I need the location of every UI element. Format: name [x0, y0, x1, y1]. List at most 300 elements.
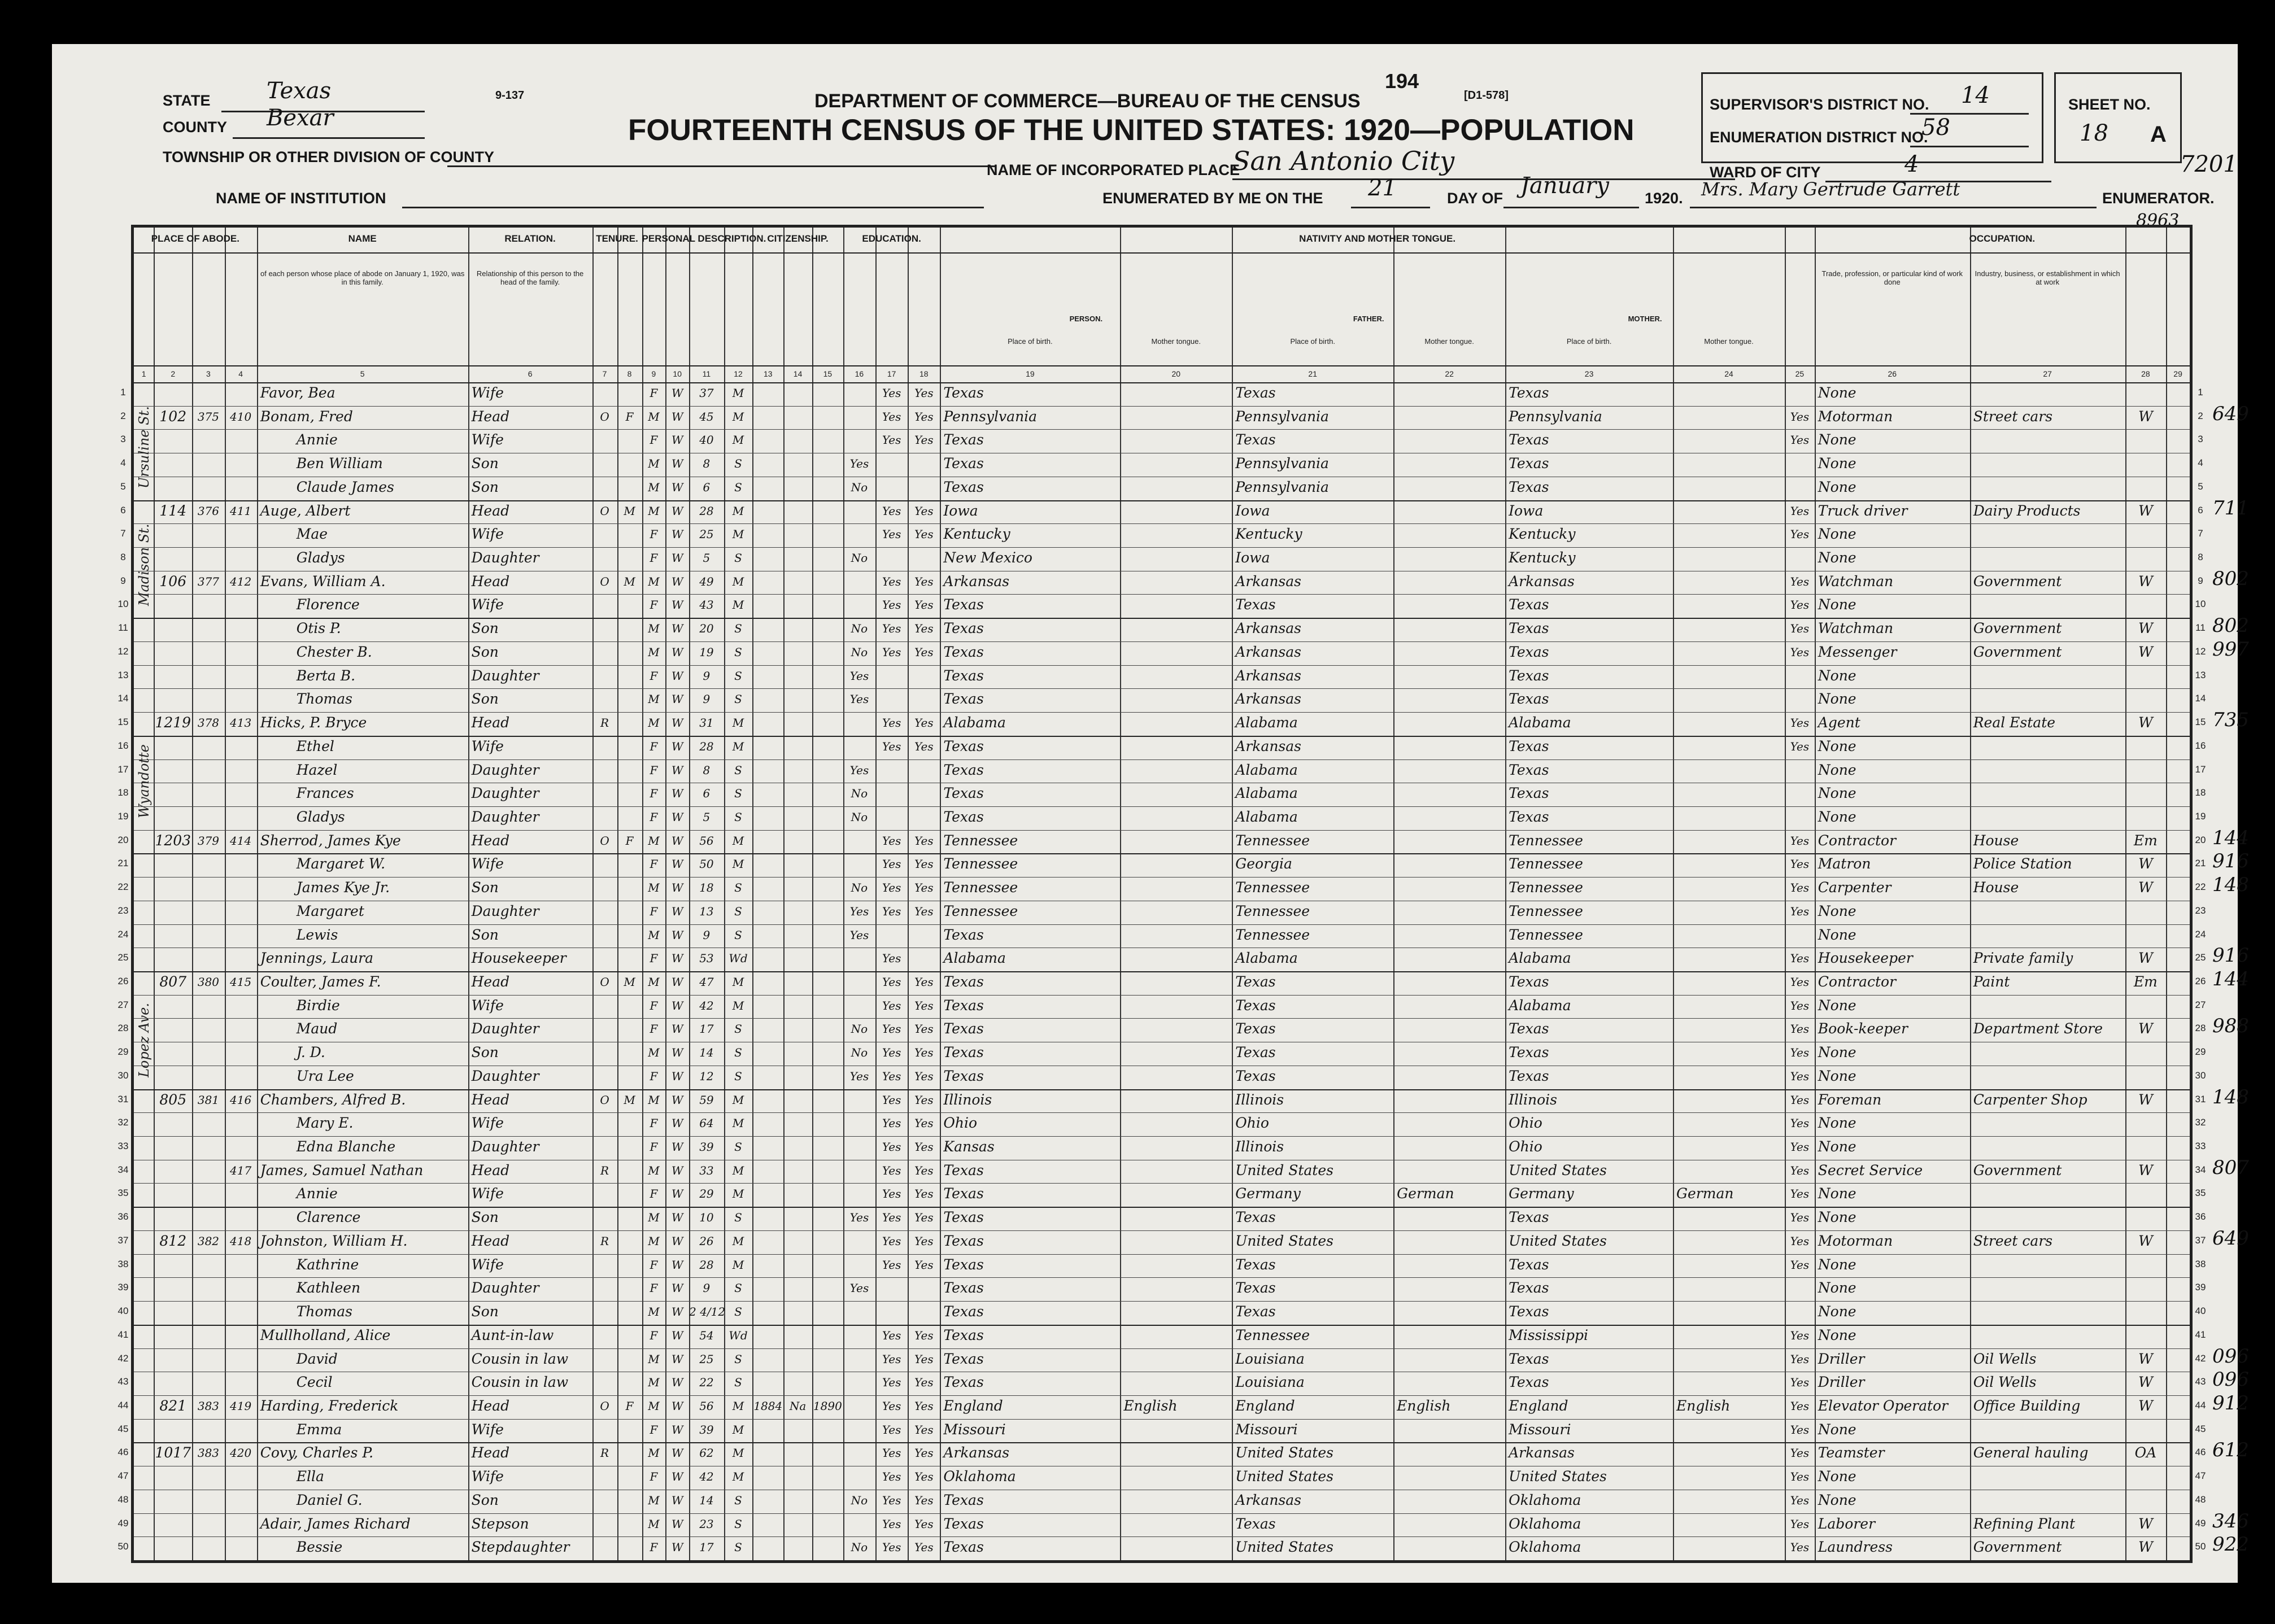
census-cell-age: 42 — [699, 998, 714, 1012]
census-cell-fam: 415 — [230, 975, 252, 989]
census-cell-occ: None — [1818, 1256, 1856, 1273]
census-cell-mmt: English — [1676, 1397, 1731, 1414]
census-cell-mar: S — [734, 763, 742, 777]
census-cell-eng: Yes — [1790, 574, 1810, 588]
row-number: 50 — [2195, 1541, 2206, 1552]
census-cell-sex: M — [648, 409, 660, 424]
column-number: 7 — [602, 369, 607, 378]
census-cell-write: Yes — [914, 1022, 934, 1036]
census-cell-mort: F — [625, 409, 634, 424]
census-cell-rel: Cousin in law — [471, 1374, 569, 1391]
census-cell-sex: M — [648, 457, 660, 471]
census-cell-age: 50 — [699, 857, 714, 871]
census-cell-mar: S — [734, 881, 742, 895]
census-cell-age: 37 — [699, 386, 714, 400]
census-cell-name: Sherrod, James Kye — [260, 832, 401, 849]
census-cell-eng: Yes — [1790, 1493, 1810, 1507]
census-cell-sex: F — [650, 1116, 658, 1130]
census-cell-read: Yes — [882, 1352, 901, 1366]
census-cell-mpb: Texas — [1509, 667, 1549, 684]
row-number: 47 — [117, 1470, 129, 1482]
census-cell-write: Yes — [914, 1069, 934, 1083]
census-cell-rel: Son — [471, 1303, 499, 1320]
census-cell-mpb: Texas — [1509, 1280, 1549, 1296]
group-heading: NATIVITY AND MOTHER TONGUE. — [1299, 233, 1456, 244]
census-cell-race: W — [671, 1328, 683, 1342]
census-cell-mar: M — [732, 716, 744, 730]
enumerator-name: Mrs. Mary Gertrude Garrett — [1701, 178, 1960, 200]
row-number: 47 — [2195, 1470, 2206, 1482]
nativity-subgroup: PERSON. — [1069, 315, 1103, 323]
census-table — [117, 225, 2249, 1563]
census-cell-read: Yes — [882, 739, 901, 753]
row-number: 21 — [117, 858, 129, 869]
row-number: 48 — [117, 1494, 129, 1505]
census-cell-ind: Street cars — [1973, 408, 2053, 425]
row-number: 10 — [117, 599, 129, 610]
column-number: 11 — [702, 369, 711, 378]
group-heading: NAME — [348, 233, 377, 244]
census-cell-mpb: Texas — [1509, 1020, 1549, 1037]
census-cell-pb: Texas — [943, 1326, 984, 1343]
census-cell-mar: S — [734, 669, 742, 683]
row-number: 49 — [117, 1517, 129, 1529]
corner-number-secondary: 8963 — [2136, 211, 2180, 230]
census-cell-name: Berta B. — [296, 667, 356, 684]
census-cell-sex: F — [650, 1281, 658, 1295]
census-cell-mpb: Kentucky — [1509, 526, 1576, 543]
census-cell-occ: Contractor — [1818, 973, 1897, 990]
census-cell-name: Lewis — [296, 926, 338, 943]
census-cell-cls: W — [2138, 855, 2153, 872]
census-cell-mpb: Oklahoma — [1509, 1539, 1581, 1556]
census-cell-occ: Watchman — [1818, 620, 1894, 637]
census-cell-rel: Wife — [471, 596, 504, 613]
margin-code: 916 — [2212, 944, 2249, 967]
census-cell-fpb: United States — [1235, 1232, 1333, 1249]
census-cell-mar: Wd — [729, 1328, 748, 1342]
census-cell-eng: Yes — [1790, 1352, 1810, 1366]
census-cell-rel: Daughter — [471, 549, 539, 566]
census-cell-name: Hicks, P. Bryce — [260, 714, 367, 731]
census-cell-school: Yes — [849, 1069, 869, 1083]
row-number: 1 — [120, 387, 126, 398]
row-number: 15 — [117, 717, 129, 728]
census-cell-mar: S — [734, 904, 742, 918]
census-cell-mar: M — [732, 504, 744, 518]
supervisor-district: 14 — [1961, 82, 1990, 108]
census-cell-fpb: Tennessee — [1235, 879, 1310, 896]
census-cell-mpb: Texas — [1509, 431, 1549, 448]
group-heading: PLACE OF ABODE. — [151, 233, 239, 244]
census-cell-fpb: Iowa — [1235, 549, 1270, 566]
census-cell-rel: Stepson — [471, 1515, 529, 1532]
census-cell-rel: Son — [471, 455, 499, 472]
column-subheading: Place of birth. — [1566, 337, 1612, 346]
census-cell-write: Yes — [914, 1352, 934, 1366]
row-number: 8 — [120, 552, 126, 563]
census-cell-name: Frances — [296, 785, 354, 802]
census-cell-cls: W — [2138, 1539, 2153, 1556]
census-cell-school: No — [851, 787, 868, 801]
census-cell-school: No — [851, 1540, 868, 1555]
column-number: 14 — [793, 369, 803, 378]
row-number: 10 — [2195, 599, 2206, 610]
census-cell-ind: Department Store — [1973, 1020, 2103, 1037]
row-number: 31 — [117, 1093, 129, 1105]
census-cell-name: Margaret W. — [296, 855, 386, 872]
census-cell-cls: W — [2138, 1162, 2153, 1178]
census-cell-pb: Texas — [943, 926, 984, 943]
enumeration-district: 58 — [1921, 115, 1950, 141]
census-cell-write: Yes — [914, 1493, 934, 1507]
census-cell-pb: Oklahoma — [943, 1468, 1016, 1485]
census-cell-fpb: Arkansas — [1235, 573, 1301, 590]
census-cell-race: W — [671, 504, 683, 518]
census-cell-read: Yes — [882, 1376, 901, 1390]
census-cell-read: Yes — [882, 1470, 901, 1484]
department-title: DEPARTMENT OF COMMERCE—BUREAU OF THE CENSUS — [814, 90, 1361, 112]
census-cell-own: O — [600, 504, 609, 518]
census-cell-pb: Tennessee — [943, 879, 1018, 896]
census-cell-write: Yes — [914, 598, 934, 612]
census-cell-fpb: Arkansas — [1235, 737, 1301, 754]
census-cell-occ: None — [1818, 926, 1856, 943]
column-number: 9 — [651, 369, 656, 378]
census-cell-fpb: Tennessee — [1235, 926, 1310, 943]
census-cell-race: W — [671, 669, 683, 683]
census-cell-rel: Son — [471, 1209, 499, 1226]
census-cell-sex: M — [648, 1446, 660, 1460]
census-cell-cls: W — [2138, 1397, 2153, 1414]
census-cell-eng: Yes — [1790, 1517, 1810, 1531]
column-number: 3 — [206, 369, 211, 378]
census-cell-ind: Government — [1973, 620, 2062, 637]
census-cell-write: Yes — [914, 1540, 934, 1555]
sheet-number: 18 — [2080, 120, 2108, 146]
census-cell-race: W — [671, 951, 683, 966]
state-value: Texas — [267, 78, 332, 104]
census-cell-house: 807 — [159, 973, 187, 990]
column-subheading: Place of birth. — [1290, 337, 1335, 346]
census-cell-age: 39 — [699, 1422, 714, 1437]
census-cell-ind: Office Building — [1973, 1397, 2081, 1414]
census-cell-ind: Government — [1973, 573, 2062, 590]
ed-label: ENUMERATION DISTRICT NO. — [1710, 129, 1928, 146]
census-cell-mpb: Texas — [1509, 1350, 1549, 1367]
census-cell-pb: Texas — [943, 1209, 984, 1226]
census-cell-mar: S — [734, 1376, 742, 1390]
census-cell-eng: Yes — [1790, 1446, 1810, 1460]
census-cell-rel: Head — [471, 1091, 510, 1108]
census-cell-race: W — [671, 1187, 683, 1201]
census-cell-occ: None — [1818, 596, 1856, 613]
census-cell-ind: Oil Wells — [1973, 1350, 2037, 1367]
census-cell-fam: 419 — [230, 1399, 252, 1413]
row-number: 14 — [117, 693, 129, 704]
census-cell-fpb: Iowa — [1235, 502, 1270, 519]
column-number: 29 — [2173, 369, 2182, 378]
census-cell-sex: M — [648, 716, 660, 730]
margin-code: 096 — [2212, 1368, 2249, 1391]
census-cell-sex: M — [648, 574, 660, 588]
enumerated-label: ENUMERATED BY ME ON THE — [1102, 190, 1323, 207]
census-cell-fpb: Alabama — [1235, 950, 1298, 967]
census-cell-fam: 416 — [230, 1093, 252, 1107]
census-cell-occ: Carpenter — [1818, 879, 1892, 896]
census-cell-mar: S — [734, 1022, 742, 1036]
census-cell-write: Yes — [914, 504, 934, 518]
row-number: 11 — [118, 622, 128, 634]
row-number: 46 — [117, 1447, 129, 1458]
census-cell-age: 62 — [699, 1446, 714, 1460]
census-cell-mar: S — [734, 457, 742, 471]
census-cell-name: J. D. — [296, 1044, 325, 1061]
census-cell-ind: Paint — [1973, 973, 2010, 990]
census-cell-sex: M — [648, 480, 660, 494]
census-cell-mort: M — [624, 975, 635, 989]
row-number: 43 — [2195, 1376, 2206, 1387]
census-cell-sex: F — [650, 669, 658, 683]
census-cell-read: Yes — [882, 409, 901, 424]
census-cell-race: W — [671, 1446, 683, 1460]
census-cell-read: Yes — [882, 1116, 901, 1130]
census-cell-race: W — [671, 857, 683, 871]
census-cell-sex: M — [648, 928, 660, 942]
census-cell-fpb: United States — [1235, 1539, 1333, 1556]
census-cell-sex: F — [650, 763, 658, 777]
census-cell-rel: Daughter — [471, 902, 539, 919]
row-number: 6 — [2198, 504, 2203, 516]
group-heading: EDUCATION. — [862, 233, 921, 244]
census-cell-pb: Texas — [943, 785, 984, 802]
row-number: 45 — [2195, 1423, 2206, 1434]
row-number: 35 — [117, 1188, 129, 1199]
census-cell-read: Yes — [882, 1163, 901, 1177]
census-cell-school: Yes — [849, 1281, 869, 1295]
column-subheading: Trade, profession, or particular kind of work done — [1821, 269, 1963, 286]
census-cell-imm: 1884 — [753, 1399, 783, 1413]
census-cell-fpb: Pennsylvania — [1235, 408, 1329, 425]
census-cell-age: 25 — [699, 1352, 714, 1366]
census-cell-fpb: Arkansas — [1235, 691, 1301, 708]
census-cell-age: 40 — [699, 433, 714, 447]
census-cell-school: Yes — [849, 763, 869, 777]
census-cell-mar: S — [734, 551, 742, 565]
census-cell-sex: F — [650, 527, 658, 542]
census-cell-pb: Iowa — [943, 502, 978, 519]
census-cell-name: Thomas — [296, 691, 353, 708]
census-cell-read: Yes — [882, 857, 901, 871]
census-cell-mpb: Alabama — [1509, 714, 1571, 731]
census-cell-occ: Elevator Operator — [1818, 1397, 1949, 1414]
row-number: 43 — [117, 1376, 129, 1387]
census-cell-dwell: 377 — [197, 574, 220, 588]
row-number: 5 — [2198, 481, 2203, 492]
row-number: 4 — [2198, 457, 2203, 469]
column-number: 22 — [1445, 369, 1454, 378]
census-cell-mar: S — [734, 692, 742, 706]
census-cell-rel: Son — [471, 620, 499, 637]
column-subheading: Mother tongue. — [1424, 337, 1474, 346]
census-cell-mort: M — [624, 1093, 635, 1107]
census-cell-read: Yes — [882, 1328, 901, 1342]
census-cell-pb: Texas — [943, 1185, 984, 1202]
row-number: 6 — [120, 504, 126, 516]
census-cell-rel: Son — [471, 1491, 499, 1508]
census-cell-race: W — [671, 1116, 683, 1130]
margin-code: 096 — [2212, 1344, 2249, 1368]
census-cell-age: 56 — [699, 833, 714, 848]
census-cell-occ: Agent — [1818, 714, 1860, 731]
column-subheading: Mother tongue. — [1704, 337, 1754, 346]
census-cell-mpb: Texas — [1509, 808, 1549, 825]
census-cell-read: Yes — [882, 1422, 901, 1437]
census-cell-rel: Wife — [471, 1256, 504, 1273]
census-cell-sex: F — [650, 857, 658, 871]
census-cell-name: Clarence — [296, 1209, 361, 1226]
census-cell-age: 9 — [703, 692, 711, 706]
census-cell-dwell: 383 — [197, 1446, 220, 1460]
census-cell-occ: Laundress — [1818, 1539, 1893, 1556]
census-cell-pb: Texas — [943, 761, 984, 778]
census-cell-rel: Head — [471, 502, 510, 519]
row-number: 46 — [2195, 1447, 2206, 1458]
census-cell-own: R — [600, 716, 609, 730]
census-cell-own: O — [600, 409, 609, 424]
census-cell-occ: Foreman — [1818, 1091, 1882, 1108]
census-cell-mar: M — [732, 1187, 744, 1201]
census-cell-occ: None — [1818, 1138, 1856, 1155]
census-cell-age: 10 — [699, 1211, 714, 1225]
census-cell-read: Yes — [882, 386, 901, 400]
census-cell-mpb: Pennsylvania — [1509, 408, 1602, 425]
census-cell-pb: Texas — [943, 1303, 984, 1320]
census-cell-eng: Yes — [1790, 1399, 1810, 1413]
census-cell-eng: Yes — [1790, 409, 1810, 424]
row-number: 11 — [2195, 622, 2206, 634]
census-cell-mar: S — [734, 1211, 742, 1225]
census-cell-mar: S — [734, 1140, 742, 1154]
census-cell-write: Yes — [914, 998, 934, 1012]
census-cell-pb: Arkansas — [943, 1444, 1010, 1461]
census-cell-pb: Texas — [943, 973, 984, 990]
census-cell-cls: Em — [2133, 832, 2158, 849]
census-cell-occ: None — [1818, 478, 1856, 495]
column-subheading: Relationship of this person to the head of the family. — [476, 269, 584, 286]
census-cell-write: Yes — [914, 1211, 934, 1225]
census-cell-sex: F — [650, 810, 658, 824]
census-cell-nat: Na — [789, 1399, 807, 1413]
census-cell-fam: 418 — [230, 1234, 252, 1248]
group-heading: TENURE. — [596, 233, 638, 244]
census-cell-sex: F — [650, 904, 658, 918]
census-cell-cls: W — [2138, 643, 2153, 660]
row-number: 28 — [117, 1023, 129, 1034]
row-number: 28 — [2195, 1023, 2206, 1034]
census-cell-age: 47 — [699, 975, 714, 989]
census-cell-fam: 410 — [230, 409, 252, 424]
census-cell-write: Yes — [914, 622, 934, 636]
census-cell-fam: 411 — [230, 504, 252, 518]
census-cell-name: James Kye Jr. — [296, 879, 390, 896]
census-cell-sex: F — [650, 551, 658, 565]
census-cell-pb: Texas — [943, 667, 984, 684]
census-cell-race: W — [671, 810, 683, 824]
margin-code: 988 — [2212, 1015, 2249, 1038]
census-cell-fam: 412 — [230, 574, 252, 588]
census-cell-name: Gladys — [296, 808, 345, 825]
row-number: 24 — [2195, 928, 2206, 940]
ward-underline — [1825, 181, 2051, 182]
census-cell-fam: 417 — [230, 1163, 252, 1177]
census-cell-mar: S — [734, 1352, 742, 1366]
margin-code: 916 — [2212, 850, 2249, 873]
census-cell-ind: Government — [1973, 1539, 2062, 1556]
census-cell-race: W — [671, 551, 683, 565]
census-cell-fpb: Texas — [1235, 1515, 1276, 1532]
margin-code: 346 — [2212, 1509, 2249, 1533]
row-number: 36 — [2195, 1211, 2206, 1223]
census-cell-mar: M — [732, 1116, 744, 1130]
census-cell-eng: Yes — [1790, 1470, 1810, 1484]
census-cell-mar: M — [732, 527, 744, 542]
census-cell-rel: Son — [471, 879, 499, 896]
census-cell-race: W — [671, 692, 683, 706]
column-number: 6 — [528, 369, 533, 378]
census-cell-race: W — [671, 975, 683, 989]
enumeration-month: January — [1520, 173, 1609, 199]
form-number: 9-137 — [495, 89, 525, 102]
census-cell-name: Florence — [296, 596, 360, 613]
census-cell-sex: M — [648, 1211, 660, 1225]
census-cell-rel: Wife — [471, 997, 504, 1014]
census-cell-rel: Head — [471, 573, 510, 590]
census-cell-school: No — [851, 480, 868, 494]
margin-code: 144 — [2212, 968, 2249, 990]
census-cell-rel: Daughter — [471, 1067, 539, 1084]
nativity-subgroup: MOTHER. — [1628, 315, 1662, 323]
census-cell-cls: W — [2138, 1091, 2153, 1108]
census-cell-fpb: England — [1235, 1397, 1295, 1414]
census-cell-house: 1017 — [155, 1444, 191, 1461]
row-number: 29 — [2195, 1046, 2206, 1058]
margin-code: 148 — [2212, 1085, 2249, 1108]
census-cell-race: W — [671, 1234, 683, 1248]
census-cell-cls: W — [2138, 1374, 2153, 1391]
row-number: 2 — [120, 410, 126, 421]
township-underline — [447, 165, 995, 167]
census-cell-pb: Texas — [943, 1539, 984, 1556]
census-cell-ind: Oil Wells — [1973, 1374, 2037, 1391]
row-number: 37 — [117, 1234, 129, 1246]
census-cell-read: Yes — [882, 1399, 901, 1413]
census-cell-name: Claude James — [296, 478, 394, 495]
census-cell-fpb: Louisiana — [1235, 1374, 1305, 1391]
census-cell-sex: F — [650, 1328, 658, 1342]
census-cell-name: Auge, Albert — [260, 502, 351, 519]
census-cell-sex: F — [650, 1258, 658, 1272]
census-cell-race: W — [671, 1211, 683, 1225]
census-cell-race: W — [671, 1281, 683, 1295]
census-cell-ind: Private family — [1973, 950, 2073, 967]
census-cell-school: No — [851, 622, 868, 636]
census-cell-sex: M — [648, 1093, 660, 1107]
census-cell-sex: M — [648, 692, 660, 706]
census-cell-pb: Illinois — [943, 1091, 992, 1108]
row-number: 13 — [117, 669, 129, 680]
census-cell-race: W — [671, 1163, 683, 1177]
